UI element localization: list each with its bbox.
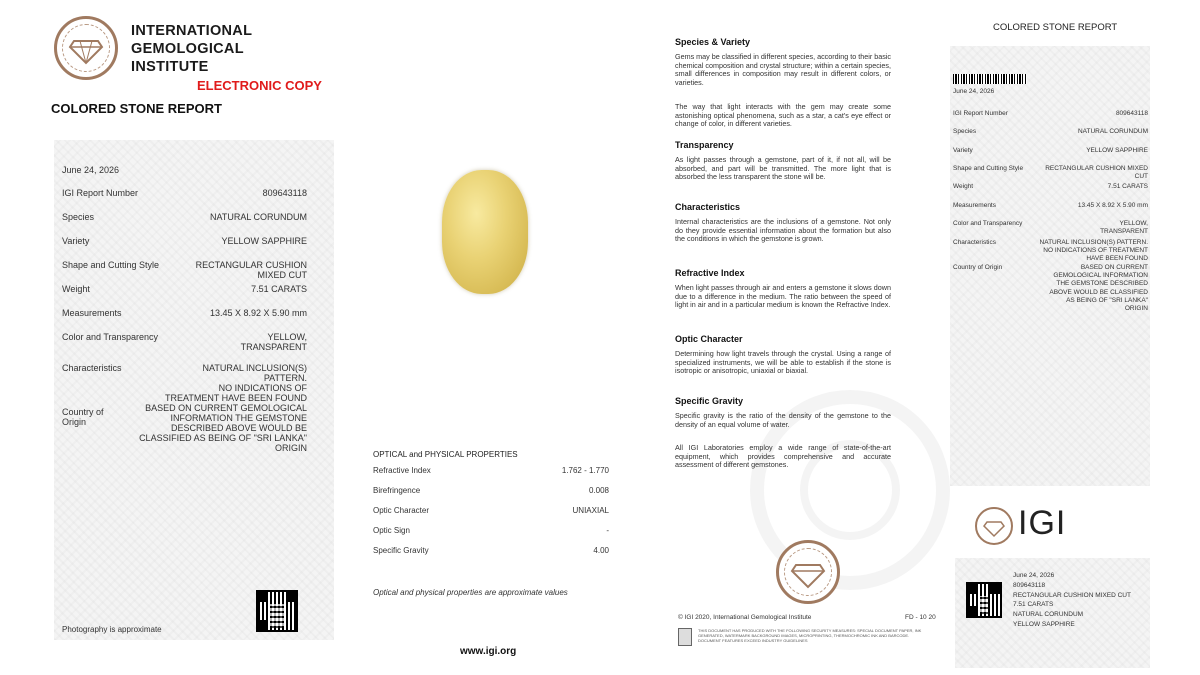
card-line: 809643118 [1013, 581, 1046, 589]
section-text: All IGI Laboratories employ a wide range of state-of-the-art equipment, which provides comprehensive and accurate assessment of different gemstones. [675, 443, 891, 470]
right-row-value-line: NO INDICATIONS OF TREATMENT [1043, 247, 1148, 255]
qr-code[interactable] [256, 590, 298, 632]
right-row-label-line: Weight [953, 183, 974, 190]
security-icon [678, 628, 692, 646]
card-qr-code[interactable] [966, 582, 1002, 618]
row-value-line: RECTANGULAR CUSHION [195, 260, 307, 270]
right-row-value-line: NATURAL INCLUSION(S) PATTERN. [1039, 239, 1148, 246]
form-code: FD - 10 20 [905, 614, 936, 621]
row-label-line: Color and Transparency [62, 332, 159, 342]
right-row-value-line: YELLOW SAPPHIRE [1086, 147, 1148, 154]
right-report-title: COLORED STONE REPORT [993, 22, 1118, 33]
card-line: RECTANGULAR CUSHION MIXED CUT [1013, 591, 1131, 599]
row-label-line: Weight [62, 284, 90, 294]
section-heading: Optic Character [675, 334, 743, 344]
row-value [132, 188, 307, 198]
right-row-value [1020, 165, 1148, 181]
org-name [131, 22, 252, 76]
right-row-label-line: Species [953, 128, 977, 135]
props-title: OPTICAL and PHYSICAL PROPERTIES [373, 450, 518, 459]
section-heading: Characteristics [675, 202, 741, 212]
website-link[interactable]: www.igi.org [460, 646, 517, 657]
row-label-line: June 24, 2026 [62, 165, 120, 175]
prop-label: Optic Sign [373, 526, 410, 535]
row-value-line: ORIGIN [274, 443, 307, 453]
row-value-line: TREATMENT HAVE BEEN FOUND [164, 393, 307, 403]
right-row-value-line: HAVE BEEN FOUND [1086, 255, 1148, 263]
right-row-value [1020, 239, 1148, 264]
row-value [132, 308, 307, 318]
right-row-value-line: THE GEMSTONE DESCRIBED [1056, 280, 1148, 288]
igi-seal-logo [54, 16, 118, 80]
prop-label: Specific Gravity [373, 546, 429, 555]
row-value-line: NATURAL CORUNDUM [209, 212, 307, 222]
row-value-line: 7.51 CARATS [251, 284, 307, 294]
right-row-value-line: BASED ON CURRENT [1080, 264, 1148, 271]
barcode [953, 74, 1027, 84]
row-value-line: DESCRIBED ABOVE WOULD BE [170, 423, 307, 433]
right-row-value-line: 809643118 [1115, 110, 1148, 117]
row-value-line: 809643118 [262, 188, 307, 198]
right-row-value [1020, 110, 1148, 118]
igi-seal-logo-small [776, 540, 840, 604]
right-row-label-line: IGI Report Number [953, 110, 1008, 117]
row-value [132, 212, 307, 222]
photo-note: Photography is approximate [62, 625, 162, 634]
section-heading: Species & Variety [675, 37, 751, 47]
section-text: As light passes through a gemstone, part of it, if not all, will be absorbed, and part will be transmitted. The more light that is absorbed the less transparent the stone will be. [675, 155, 891, 182]
right-row-label-line: Shape and Cutting Style [953, 165, 1024, 172]
row-value-line: 13.45 X 8.92 X 5.90 mm [209, 308, 307, 318]
row-value-line: YELLOW, [267, 332, 307, 342]
org-name-line-1: INTERNATIONAL [131, 23, 253, 39]
section-text: Internal characteristics are the inclusions of a gemstone. Not only do they provide essential information about the formation but also the conditions in which the gemstone is grown. [675, 217, 891, 244]
gemstone-photo [442, 170, 528, 294]
security-note: THIS DOCUMENT HAS PRODUCED WITH THE FOLLOWING SECURITY MEASURES: SPECIAL DOCUMENT PAPER, INK GENERATED, WATERMARK BACKGROUND IMAGES, MICROPRINTING, THERMOCHROMIC INK AND BARCODE. DOCUMENT FEATURES EXCEED INDUSTRY GUIDELINES [698, 628, 922, 643]
right-row-value-line: ABOVE WOULD BE CLASSIFIED [1049, 288, 1148, 296]
section-text: The way that light interacts with the gem may create some astonishing optical phenomena, such as a star, a cat's eye effect or change of color, in different varieties. [675, 102, 891, 129]
section-heading: Specific Gravity [675, 396, 744, 406]
right-row-value-line: NATURAL CORUNDUM [1077, 128, 1148, 135]
right-row-label-line: Measurements [953, 202, 996, 209]
middle-panel [360, 10, 625, 660]
row-label-line: Characteristics [62, 363, 122, 373]
row-label-line: Variety [62, 236, 90, 246]
section-heading: Refractive Index [675, 268, 745, 278]
right-row-value [1020, 147, 1148, 155]
right-row-value-line: ORIGIN [1124, 305, 1148, 313]
brand-text: IGI [1018, 504, 1067, 542]
right-row-label-line: June 24, 2026 [953, 88, 995, 95]
prop-value: 4.00 [593, 546, 609, 555]
org-name-line-2: GEMOLOGICAL [131, 41, 244, 57]
row-label-line: Origin [62, 417, 87, 427]
row-value-line: TRANSPARENT [240, 342, 307, 352]
section-text: Gems may be classified in different species, according to their basic chemical composition and crystal structure; within a certain species, small differences in composition may result in different colors, or varieties. [675, 52, 891, 87]
prop-value: 0.008 [588, 486, 609, 495]
right-row-value-line: RECTANGULAR CUSHION MIXED [1045, 165, 1148, 172]
right-panel [950, 10, 1160, 670]
row-value [132, 284, 307, 294]
right-row-label-line: Color and Transparency [953, 220, 1023, 227]
right-row-value-line: 7.51 CARATS [1107, 183, 1148, 190]
row-label [62, 407, 182, 427]
prop-value: UNIAXIAL [572, 506, 609, 515]
right-row-value [1020, 264, 1148, 313]
right-row-value-line: YELLOW, [1119, 220, 1148, 227]
row-value-line: YELLOW SAPPHIRE [221, 236, 307, 246]
prop-label: Refractive Index [373, 466, 431, 475]
prop-value: 1.762 - 1.770 [561, 466, 609, 475]
row-label [62, 165, 182, 175]
section-heading: Transparency [675, 140, 734, 150]
electronic-copy-label: ELECTRONIC COPY [197, 78, 322, 93]
right-row-label-line: Characteristics [953, 239, 996, 246]
prop-label: Birefringence [373, 486, 421, 495]
row-label-line: IGI Report Number [62, 188, 139, 198]
org-name-line-3: INSTITUTE [131, 59, 209, 75]
row-label-line: Species [62, 212, 95, 222]
right-row-value-line: TRANSPARENT [1100, 228, 1148, 236]
row-label-line: Country of [62, 407, 104, 417]
copyright: © IGI 2020, International Gemological Institute [678, 614, 812, 621]
section-text: When light passes through air and enters a gemstone it slows down due to a difference in the medium. The ratio between the speed of light in air and in a particular medium is known the Refractive Index. [675, 283, 891, 310]
row-value [132, 332, 307, 352]
card-line: YELLOW SAPPHIRE [1013, 621, 1075, 628]
prop-value: - [606, 526, 609, 535]
card-line: NATURAL CORUNDUM [1013, 611, 1084, 619]
row-label-line: Shape and Cutting Style [62, 260, 160, 270]
row-value-line: INFORMATION THE GEMSTONE [170, 413, 307, 423]
row-value-line: MIXED CUT [257, 270, 307, 280]
approx-note: Optical and physical properties are approximate values [373, 588, 568, 597]
left-report-panel [40, 10, 340, 650]
row-value [132, 260, 307, 280]
right-row-label-line: Variety [953, 147, 973, 154]
right-row-label-line: Country of Origin [953, 264, 1003, 271]
section-text: Determining how light travels through the crystal. Using a range of specialized instruments, we will be able to establish if the stone is isotropic or anisotropic, uniaxial or biaxial. [675, 349, 891, 376]
report-title: COLORED STONE REPORT [51, 101, 222, 116]
right-row-value-line: GEMOLOGICAL INFORMATION [1053, 272, 1148, 280]
row-value-line: PATTERN. [263, 373, 307, 383]
row-label-line: Measurements [62, 308, 122, 318]
row-value-line: NATURAL INCLUSION(S) [202, 363, 307, 373]
right-row-value-line: AS BEING OF "SRI LANKA" [1066, 296, 1148, 304]
right-row-label [953, 88, 1043, 96]
right-row-value [1020, 220, 1148, 236]
row-value-line: CLASSIFIED AS BEING OF "SRI LANKA" [139, 433, 307, 443]
right-row-value [1020, 183, 1148, 191]
right-row-value-line: 13.45 X 8.92 X 5.90 mm [1077, 202, 1148, 209]
right-row-value-line: CUT [1134, 173, 1148, 181]
row-value-line: NO INDICATIONS OF [218, 383, 307, 393]
card-line: 7.51 CARATS [1013, 601, 1054, 609]
card-line: June 24, 2026 [1013, 572, 1055, 579]
igi-brand-seal [975, 507, 1013, 545]
section-text: Specific gravity is the ratio of the density of the gemstone to the density of an equal volume of water. [675, 411, 891, 429]
row-value [132, 236, 307, 246]
right-row-value [1020, 202, 1148, 210]
info-panel [670, 10, 940, 660]
prop-label: Optic Character [373, 506, 430, 515]
row-value-line: BASED ON CURRENT GEMOLOGICAL [145, 403, 307, 413]
right-row-value [1020, 128, 1148, 136]
